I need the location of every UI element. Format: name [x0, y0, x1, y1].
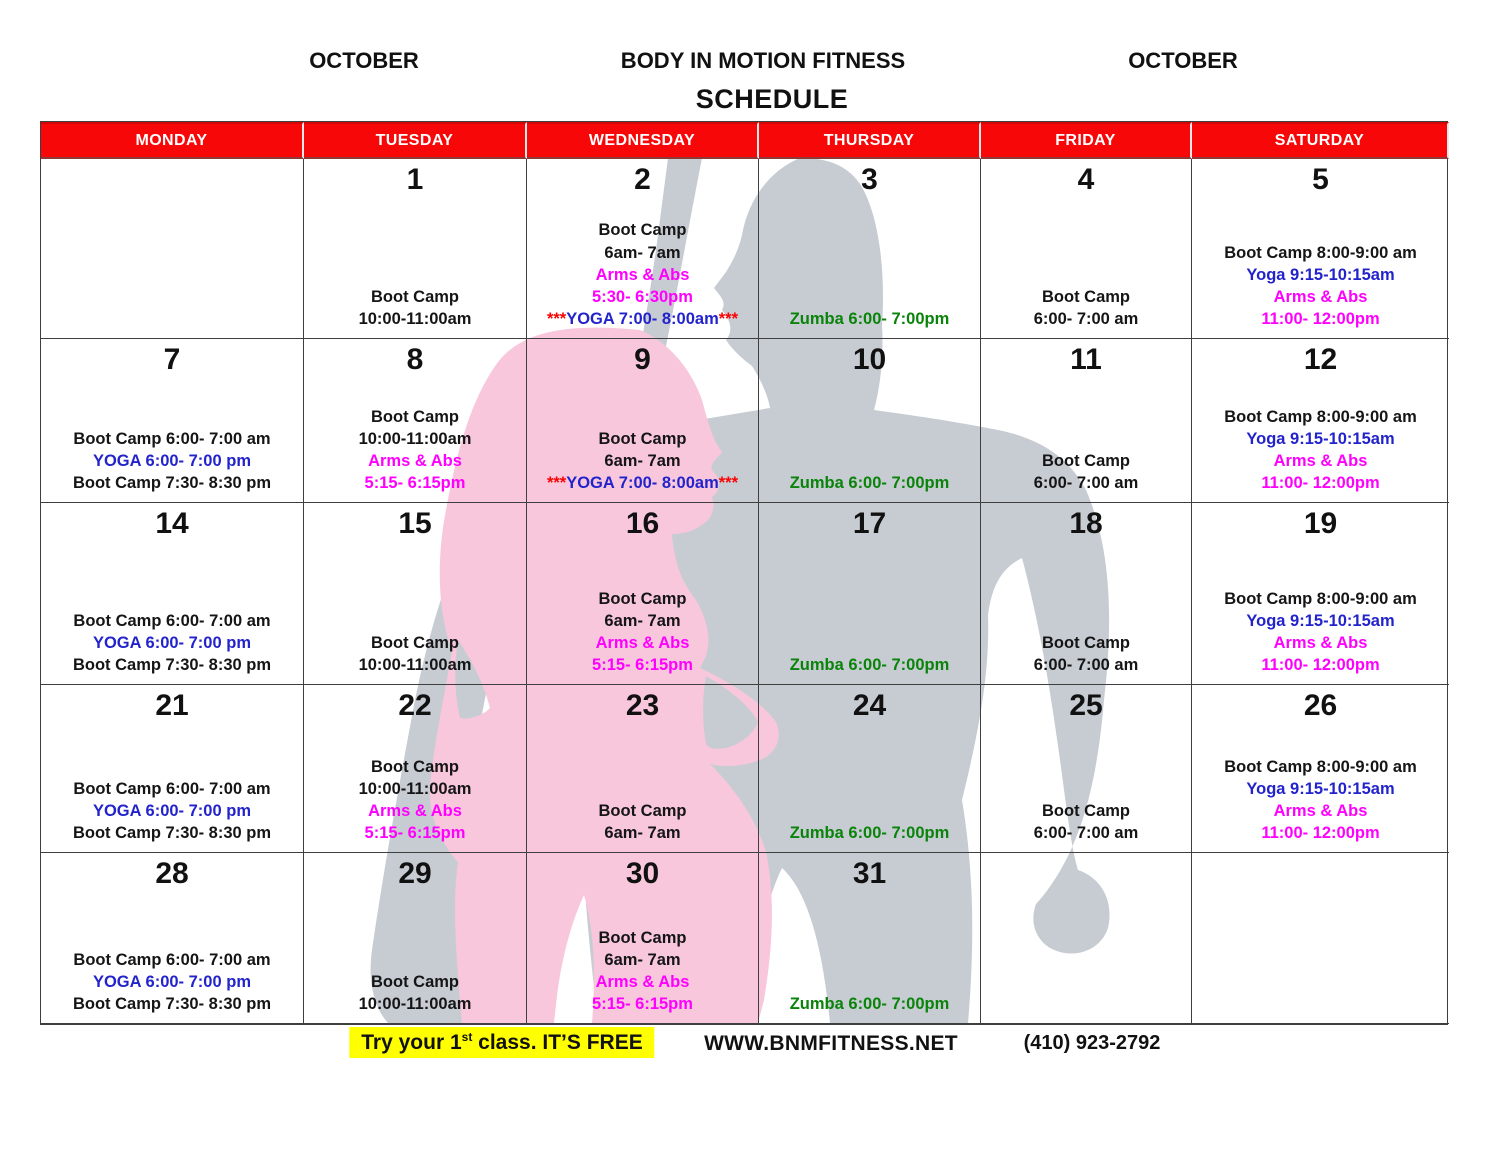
event-line: YOGA 6:00- 7:00 pm: [92, 972, 251, 991]
event-list: [592, 588, 693, 684]
event-line: Zumba 6:00- 7:00pm: [789, 823, 950, 842]
calendar-cell-day-22: [304, 685, 527, 853]
calendar-cell-empty: [1192, 853, 1449, 1024]
day-number: 29: [398, 857, 432, 890]
event-line: 11:00- 12:00pm: [1261, 473, 1380, 492]
event-line: Arms & Abs: [595, 633, 690, 652]
event-line: Boot Camp: [371, 633, 459, 652]
day-number: 12: [1303, 343, 1338, 376]
event-line: Boot Camp: [1042, 633, 1130, 652]
day-number: 3: [861, 163, 878, 196]
event-line: Arms & Abs: [1273, 633, 1368, 652]
calendar-cell-day-9: [527, 339, 759, 503]
event-line: Arms & Abs: [1273, 451, 1368, 470]
event-line: 6am- 7am: [604, 451, 681, 470]
calendar-cell-day-12: [1192, 339, 1449, 503]
event-list: [790, 993, 950, 1023]
event-line: Boot Camp 7:30- 8:30 pm: [72, 655, 272, 674]
event-line: Arms & Abs: [368, 801, 462, 820]
day-number: 14: [155, 507, 189, 540]
calendar-cell-day-30: [527, 853, 759, 1024]
event-line: 11:00- 12:00pm: [1261, 823, 1380, 842]
event-list: [1034, 800, 1139, 852]
day-number: 30: [625, 857, 660, 890]
event-line: Arms & Abs: [1273, 287, 1368, 306]
event-line: Boot Camp 8:00-9:00 am: [1224, 243, 1417, 262]
event-list: [547, 219, 738, 338]
promo-text-post: class. IT’S FREE: [472, 1031, 643, 1054]
day-header-wednesday: WEDNESDAY: [527, 122, 759, 159]
day-number: 19: [1303, 507, 1338, 540]
event-list: [592, 927, 693, 1023]
calendar-cell-day-16: [527, 503, 759, 685]
event-line: Boot Camp: [598, 589, 687, 608]
business-name-title: BODY IN MOTION FITNESS: [620, 48, 906, 73]
day-number: 24: [852, 689, 887, 722]
event-line: Arms & Abs: [368, 451, 462, 470]
event-line: 10:00-11:00am: [358, 309, 472, 328]
event-line: 5:15- 6:15pm: [364, 473, 466, 492]
event-line: 5:30- 6:30pm: [592, 287, 693, 306]
day-number: 23: [625, 689, 660, 722]
event-line: Boot Camp: [371, 407, 459, 426]
event-line: Boot Camp: [598, 429, 687, 448]
phone-number: (410) 923-2792: [1023, 1032, 1161, 1054]
event-line: 5:15- 6:15pm: [592, 655, 693, 674]
day-number: 16: [625, 507, 660, 540]
calendar-cell-day-28: [41, 853, 304, 1024]
day-header-monday: MONDAY: [41, 122, 304, 159]
event-list: [73, 610, 271, 684]
event-list: [1224, 756, 1417, 852]
event-line: YOGA 6:00- 7:00 pm: [92, 451, 251, 470]
event-list: [1034, 286, 1139, 338]
event-line: 10:00-11:00am: [358, 429, 472, 448]
event-line: Yoga 9:15-10:15am: [1246, 265, 1395, 284]
calendar-cell-day-19: [1192, 503, 1449, 685]
event-list: [359, 406, 472, 502]
calendar-cell-day-11: [981, 339, 1192, 503]
calendar-cell-day-7: [41, 339, 304, 503]
calendar-cell-day-10: [759, 339, 981, 503]
event-line: Yoga 9:15-10:15am: [1246, 779, 1395, 798]
calendar-cell-day-23: [527, 685, 759, 853]
event-line: ***YOGA 7:00- 8:00am***: [546, 473, 739, 492]
event-list: [547, 428, 738, 502]
calendar-cell-day-4: [981, 159, 1192, 339]
website-url: WWW.BNMFITNESS.NET: [704, 1032, 958, 1055]
day-number: 31: [852, 857, 887, 890]
event-line: YOGA 6:00- 7:00 pm: [92, 801, 251, 820]
event-list: [599, 800, 687, 852]
event-line: 6am- 7am: [604, 243, 681, 262]
day-number: 22: [398, 689, 432, 722]
day-number: 8: [406, 343, 424, 376]
day-number: 10: [852, 343, 887, 376]
event-line: Boot Camp: [371, 287, 459, 306]
event-list: [359, 756, 472, 852]
footer: [0, 1027, 1500, 1067]
event-line: Zumba 6:00- 7:00pm: [789, 994, 950, 1013]
event-line: YOGA 6:00- 7:00 pm: [92, 633, 251, 652]
event-line: Boot Camp: [1042, 287, 1130, 306]
calendar-cell-day-21: [41, 685, 304, 853]
day-number: 4: [1077, 163, 1095, 196]
calendar-cell-day-24: [759, 685, 981, 853]
day-number: 11: [1070, 343, 1102, 376]
event-list: [359, 286, 472, 338]
event-line: 6:00- 7:00 am: [1033, 309, 1139, 328]
day-number: 28: [155, 857, 189, 890]
event-line: Zumba 6:00- 7:00pm: [789, 473, 950, 492]
day-number: 7: [163, 343, 181, 376]
day-number: 15: [398, 507, 432, 540]
calendar-cell-empty: [41, 159, 304, 339]
day-header-saturday: SATURDAY: [1192, 122, 1449, 159]
promo-highlight: [349, 1027, 654, 1058]
day-number: 26: [1303, 689, 1338, 722]
event-line: Boot Camp: [598, 801, 687, 820]
calendar-cell-day-25: [981, 685, 1192, 853]
event-line: 6am- 7am: [604, 823, 681, 842]
event-line: Boot Camp 7:30- 8:30 pm: [72, 473, 272, 492]
event-line: Boot Camp: [598, 221, 687, 240]
event-list: [790, 308, 950, 338]
calendar-cell-day-14: [41, 503, 304, 685]
event-line: 11:00- 12:00pm: [1261, 655, 1380, 674]
event-line: Boot Camp: [1042, 801, 1130, 820]
event-list: [1224, 588, 1417, 684]
event-list: [1224, 406, 1417, 502]
event-list: [73, 778, 271, 852]
calendar-cell-day-26: [1192, 685, 1449, 853]
calendar-cell-day-3: [759, 159, 981, 339]
event-line: 10:00-11:00am: [358, 655, 472, 674]
calendar-cell-day-31: [759, 853, 981, 1024]
event-line: Boot Camp: [598, 928, 687, 947]
event-line: 6am- 7am: [604, 950, 681, 969]
event-line: 6:00- 7:00 am: [1033, 655, 1139, 674]
event-line: Yoga 9:15-10:15am: [1246, 429, 1395, 448]
calendar-cell-day-17: [759, 503, 981, 685]
calendar-cell-day-5: [1192, 159, 1449, 339]
promo-superscript: st: [461, 1030, 473, 1044]
day-number: 21: [155, 689, 189, 722]
day-header-thursday: THURSDAY: [759, 122, 981, 159]
day-number: 2: [634, 163, 651, 196]
event-line: Boot Camp 8:00-9:00 am: [1224, 589, 1417, 608]
event-line: Boot Camp 6:00- 7:00 am: [73, 779, 271, 798]
event-line: Zumba 6:00- 7:00pm: [789, 309, 950, 328]
day-number: 25: [1069, 689, 1103, 722]
event-line: 10:00-11:00am: [358, 994, 472, 1013]
day-header-friday: FRIDAY: [981, 122, 1192, 159]
month-title-right: OCTOBER: [1128, 48, 1238, 73]
calendar-cell-day-18: [981, 503, 1192, 685]
schedule-title: SCHEDULE: [695, 84, 849, 114]
day-number: 17: [852, 507, 887, 540]
event-line: 11:00- 12:00pm: [1261, 309, 1380, 328]
calendar-cell-day-2: [527, 159, 759, 339]
event-line: Zumba 6:00- 7:00pm: [789, 655, 950, 674]
event-line: Boot Camp 7:30- 8:30 pm: [72, 823, 272, 842]
day-number: 5: [1312, 163, 1329, 196]
event-line: 5:15- 6:15pm: [364, 823, 466, 842]
event-line: Boot Camp: [371, 757, 459, 776]
day-number: 18: [1069, 507, 1103, 540]
event-list: [790, 822, 950, 852]
day-number: 1: [406, 163, 424, 196]
calendar-cell-empty: [981, 853, 1192, 1024]
calendar-cell-day-15: [304, 503, 527, 685]
event-list: [73, 949, 271, 1023]
event-line: Boot Camp 6:00- 7:00 am: [73, 429, 271, 448]
day-number: 9: [634, 343, 651, 376]
calendar-cell-day-1: [304, 159, 527, 339]
event-line: 6:00- 7:00 am: [1033, 823, 1139, 842]
event-list: [1224, 242, 1417, 338]
event-line: Boot Camp 6:00- 7:00 am: [73, 950, 271, 969]
event-line: ***YOGA 7:00- 8:00am***: [546, 309, 739, 328]
event-line: Arms & Abs: [595, 265, 690, 284]
event-line: Boot Camp 6:00- 7:00 am: [73, 611, 271, 630]
event-line: 10:00-11:00am: [358, 779, 472, 798]
event-line: Arms & Abs: [1273, 801, 1368, 820]
calendar-cell-day-29: [304, 853, 527, 1024]
event-line: 6am- 7am: [604, 611, 681, 630]
event-line: Boot Camp: [371, 972, 459, 991]
promo-text-pre: Try your 1: [361, 1031, 462, 1054]
event-line: 5:15- 6:15pm: [592, 994, 693, 1013]
month-title-left: OCTOBER: [309, 48, 419, 73]
event-list: [359, 632, 472, 684]
calendar-cell-day-8: [304, 339, 527, 503]
event-line: Arms & Abs: [595, 972, 690, 991]
event-list: [1034, 450, 1139, 502]
event-list: [359, 971, 472, 1023]
event-list: [790, 654, 950, 684]
event-line: Boot Camp 8:00-9:00 am: [1224, 407, 1417, 426]
event-line: Yoga 9:15-10:15am: [1246, 611, 1395, 630]
event-line: Boot Camp 8:00-9:00 am: [1224, 757, 1417, 776]
event-list: [73, 428, 271, 502]
event-line: Boot Camp 7:30- 8:30 pm: [72, 994, 272, 1013]
event-line: 6:00- 7:00 am: [1033, 473, 1139, 492]
calendar-grid: [40, 121, 1448, 1025]
event-list: [1034, 632, 1139, 684]
day-header-tuesday: TUESDAY: [304, 122, 527, 159]
event-line: Boot Camp: [1042, 451, 1130, 470]
event-list: [790, 472, 950, 502]
